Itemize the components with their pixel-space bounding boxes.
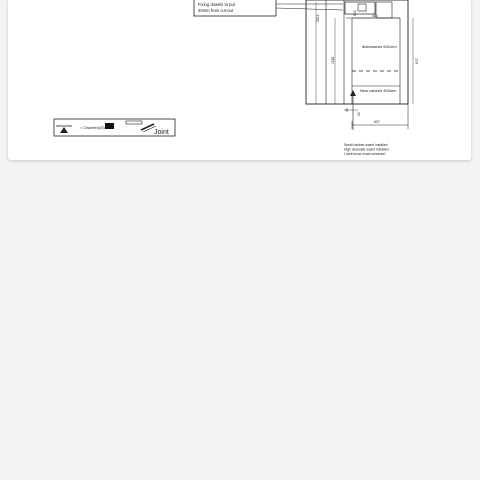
measure-note-line1: Small cabinet wasnt installed bbox=[344, 143, 388, 147]
technical-drawing bbox=[8, 0, 471, 160]
bottom-arrow bbox=[344, 90, 361, 130]
drawing-sheet bbox=[8, 0, 471, 160]
dim-vertical-c: 602 bbox=[353, 10, 357, 16]
measure-note-line3: I dont know exact measure! bbox=[344, 152, 386, 156]
dim-vertical-d: 607 bbox=[415, 58, 419, 64]
dowel-note-line1: Fixing dowels to put bbox=[198, 2, 236, 7]
new-cabinet-label: New cabinet 400mm bbox=[360, 88, 397, 93]
dowel-note-line2: 40mm from cut-out bbox=[198, 8, 234, 13]
dim-bottom: 607 bbox=[374, 120, 380, 124]
dowel-note-box bbox=[194, 0, 276, 16]
dishwasher-label: dishwasher 601mm bbox=[362, 44, 397, 49]
joint-label: Joint bbox=[154, 129, 169, 136]
dim-vertical-b: 1186 bbox=[331, 56, 335, 64]
dim-small-b: 40 bbox=[345, 108, 349, 112]
cabinet-elevation bbox=[306, 0, 408, 104]
dim-vertical-a: 2612 bbox=[316, 14, 320, 22]
dim-small-a: 20 bbox=[357, 112, 361, 116]
legend-box bbox=[54, 119, 175, 136]
chamfer-swatch bbox=[105, 123, 114, 129]
measure-note bbox=[344, 143, 389, 156]
measure-note-line2: High deckside wasnt installed bbox=[344, 147, 389, 152]
dim-top: 400 bbox=[372, 14, 378, 18]
chamfer-label: = Chamfer(25) bbox=[80, 126, 105, 130]
